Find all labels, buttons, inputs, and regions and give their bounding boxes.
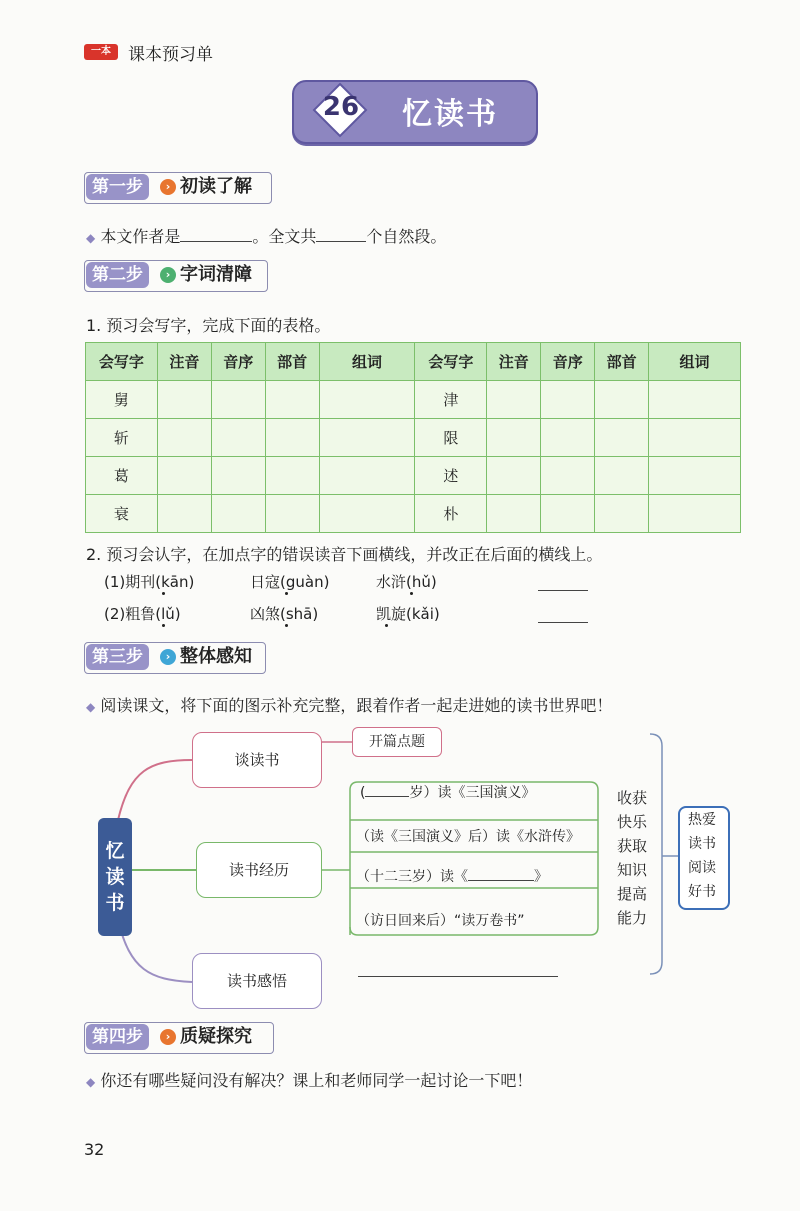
brand-badge: 一本 [84, 44, 118, 60]
answer-cell[interactable] [487, 457, 541, 495]
branch-reading-insight: 读书感悟 [192, 953, 322, 1009]
lesson-number: 26 [322, 92, 360, 122]
page-number: 32 [84, 1140, 105, 1159]
book-title-blank[interactable] [468, 866, 534, 881]
answer-cell[interactable] [265, 457, 319, 495]
table-header: 音序 [541, 343, 595, 381]
step2-q1: 1. 预习会写字，完成下面的表格。 [86, 316, 331, 335]
branch1-note: 开篇点题 [352, 727, 442, 757]
answer-cell[interactable] [541, 419, 595, 457]
correction-blank[interactable] [538, 622, 588, 623]
experience-item: ( 岁）读《三国演义》 [360, 782, 535, 802]
branch-reading-experience: 读书经历 [196, 842, 322, 898]
answer-cell[interactable] [211, 457, 265, 495]
emphasis-dot [162, 592, 165, 595]
char-cell: 葛 [86, 457, 158, 495]
step4-header [86, 1024, 276, 1052]
table-row [86, 495, 741, 533]
step3-instruction: ◆ 阅读课文，将下面的图示补充完整，跟着作者一起走进她的读书世界吧！ [86, 696, 613, 715]
pinyin-item: 凶煞(shā) [250, 605, 319, 623]
branch-talk-reading: 谈读书 [192, 732, 322, 788]
answer-cell[interactable] [487, 419, 541, 457]
answer-cell[interactable] [319, 419, 415, 457]
answer-cell[interactable] [211, 419, 265, 457]
pinyin-item: 日寇(guàn) [250, 573, 330, 591]
step3-name: 整体感知 [180, 646, 252, 667]
experience-item: （十二三岁）读《 》 [356, 866, 548, 886]
answer-cell[interactable] [595, 419, 649, 457]
lesson-title: 忆读书 [402, 97, 498, 132]
answer-cell[interactable] [319, 457, 415, 495]
table-header: 注音 [487, 343, 541, 381]
answer-cell[interactable] [265, 419, 319, 457]
step2-header [86, 262, 276, 290]
answer-cell[interactable] [649, 419, 741, 457]
table-header: 会写字 [86, 343, 158, 381]
insight-blank[interactable] [358, 976, 558, 977]
result-text: 热爱读书阅读好书 [688, 812, 716, 900]
paragraph-count-blank[interactable] [316, 227, 366, 242]
answer-cell[interactable] [157, 381, 211, 419]
answer-cell[interactable] [541, 495, 595, 533]
arrow-icon: › [160, 1029, 176, 1045]
answer-cell[interactable] [157, 457, 211, 495]
char-cell: 限 [415, 419, 487, 457]
table-header: 部首 [595, 343, 649, 381]
char-cell: 舅 [86, 381, 158, 419]
gains-text: 收获快乐获取知识提高能力 [616, 789, 647, 927]
table-header: 组词 [649, 343, 741, 381]
answer-cell[interactable] [595, 495, 649, 533]
table-header: 音序 [211, 343, 265, 381]
pinyin-item: 凯旋(kǎi) [376, 605, 440, 623]
vocab-table [85, 342, 741, 533]
answer-cell[interactable] [487, 495, 541, 533]
answer-cell[interactable] [265, 381, 319, 419]
answer-cell[interactable] [595, 457, 649, 495]
experience-item: （访日回来后）“读万卷书” [356, 913, 525, 929]
diamond-bullet-icon: ◆ [86, 1075, 96, 1089]
answer-cell[interactable] [157, 419, 211, 457]
answer-cell[interactable] [649, 457, 741, 495]
table-header: 部首 [265, 343, 319, 381]
answer-cell[interactable] [541, 381, 595, 419]
step1-label: 第一步 [86, 174, 149, 200]
char-cell: 朴 [415, 495, 487, 533]
step1-question: ◆ 本文作者是 。全文共 个自然段。 [86, 227, 447, 246]
table-header: 组词 [319, 343, 415, 381]
pinyin-item: (2)粗鲁(lǔ) [104, 605, 181, 623]
arrow-icon: › [160, 649, 176, 665]
answer-cell[interactable] [265, 495, 319, 533]
step4-question: ◆ 你还有哪些疑问没有解决？课上和老师同学一起讨论一下吧！ [86, 1071, 533, 1090]
emphasis-dot [410, 592, 413, 595]
arrow-icon: › [160, 179, 176, 195]
brand-text: 课本预习单 [128, 45, 213, 65]
table-header: 注音 [157, 343, 211, 381]
answer-cell[interactable] [649, 381, 741, 419]
answer-cell[interactable] [319, 495, 415, 533]
age-blank[interactable] [365, 782, 409, 797]
step4-name: 质疑探究 [180, 1026, 252, 1047]
arrow-icon: › [160, 267, 176, 283]
diamond-bullet-icon: ◆ [86, 231, 96, 245]
step1-header [86, 174, 276, 202]
step3-label: 第三步 [86, 644, 149, 670]
answer-cell[interactable] [649, 495, 741, 533]
table-row [86, 457, 741, 495]
answer-cell[interactable] [157, 495, 211, 533]
table-header: 会写字 [415, 343, 487, 381]
table-row [86, 419, 741, 457]
experience-item: （读《三国演义》后）读《水浒传》 [356, 829, 580, 845]
table-header-row [86, 343, 741, 381]
correction-blank[interactable] [538, 590, 588, 591]
step1-name: 初读了解 [180, 176, 252, 197]
answer-cell[interactable] [211, 381, 265, 419]
answer-cell[interactable] [487, 381, 541, 419]
step2-name: 字词清障 [180, 264, 252, 285]
mindmap-root-label: 忆读书 [105, 840, 125, 914]
emphasis-dot [285, 624, 288, 627]
answer-cell[interactable] [211, 495, 265, 533]
char-cell: 津 [415, 381, 487, 419]
answer-cell[interactable] [541, 457, 595, 495]
step2-q2: 2. 预习会认字，在加点字的错误读音下画横线，并改正在后面的横线上。 [86, 545, 603, 564]
table-row [86, 381, 741, 419]
pinyin-item: (1)期刊(kān) [104, 573, 195, 591]
step2-label: 第二步 [86, 262, 149, 288]
char-cell: 述 [415, 457, 487, 495]
char-cell: 斩 [86, 419, 158, 457]
char-cell: 衰 [86, 495, 158, 533]
emphasis-dot [285, 592, 288, 595]
step4-label: 第四步 [86, 1024, 149, 1050]
author-blank[interactable] [180, 227, 252, 242]
diamond-bullet-icon: ◆ [86, 700, 96, 714]
emphasis-dot [385, 624, 388, 627]
pinyin-item: 水浒(hǔ) [376, 573, 437, 591]
answer-cell[interactable] [319, 381, 415, 419]
step3-header [86, 644, 276, 672]
answer-cell[interactable] [595, 381, 649, 419]
emphasis-dot [162, 624, 165, 627]
